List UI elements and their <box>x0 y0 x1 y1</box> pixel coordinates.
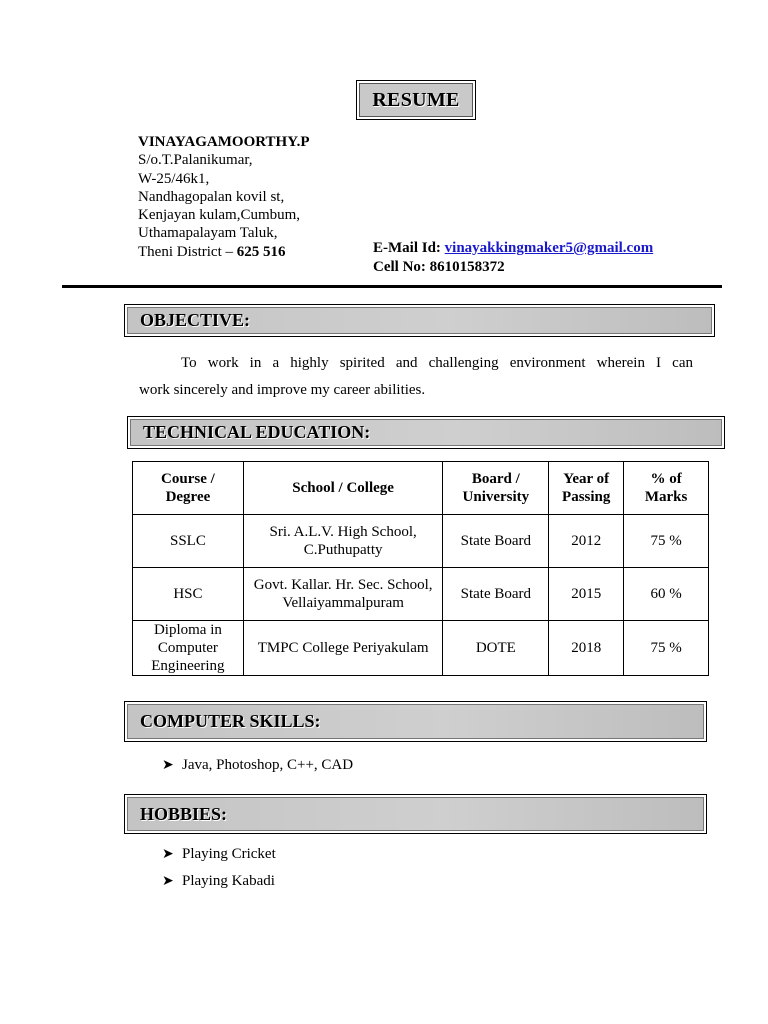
column-header: Course / Degree <box>133 462 244 515</box>
column-header: % of Marks <box>624 462 709 515</box>
marks-cell: 75 % <box>624 515 709 568</box>
table-header-row <box>133 462 709 515</box>
education-table <box>132 461 709 676</box>
list-item <box>162 752 353 779</box>
year-cell: 2012 <box>549 515 624 568</box>
board-cell: State Board <box>443 568 549 621</box>
school-cell: TMPC College Periyakulam <box>243 621 443 676</box>
resume-title-box <box>356 80 476 120</box>
hobbies-list <box>162 841 276 895</box>
table-row <box>133 621 709 676</box>
cell-number: 8610158372 <box>429 258 505 275</box>
hobbies-heading-bar <box>124 794 707 834</box>
board-cell: State Board <box>443 515 549 568</box>
skills-list <box>162 752 353 779</box>
objective-heading: OBJECTIVE: <box>127 307 712 334</box>
skills-heading-bar <box>124 701 707 742</box>
objective-heading-bar <box>124 304 715 337</box>
cell-line <box>373 258 653 277</box>
hobby-text: Playing Cricket <box>182 846 276 862</box>
email-line <box>373 239 653 258</box>
marks-cell: 60 % <box>624 568 709 621</box>
arrow-bullet-icon: ➤ <box>162 847 174 862</box>
hobby-text: Playing Kabadi <box>182 873 275 889</box>
list-item <box>162 868 276 895</box>
district-line <box>138 243 310 261</box>
education-heading: TECHNICAL EDUCATION: <box>130 419 722 446</box>
school-cell: Sri. A.L.V. High School, C.Puthupatty <box>243 515 443 568</box>
applicant-name: VINAYAGAMOORTHY.P <box>138 134 310 150</box>
address-block <box>138 133 310 261</box>
cell-label: Cell No: <box>373 258 426 275</box>
contact-block <box>373 239 653 276</box>
year-cell: 2018 <box>549 621 624 676</box>
pincode: 625 516 <box>236 243 286 260</box>
resume-title: RESUME <box>359 83 473 117</box>
header-divider <box>62 285 722 288</box>
year-cell: 2015 <box>549 568 624 621</box>
education-heading-bar <box>127 416 725 449</box>
address-line: S/o.T.Palanikumar, <box>138 152 253 169</box>
marks-cell: 75 % <box>624 621 709 676</box>
table-row <box>133 515 709 568</box>
list-item <box>162 841 276 868</box>
address-line: W-25/46k1, <box>138 170 210 187</box>
objective-line: work sincerely and improve my career abilities. <box>139 382 426 398</box>
hobbies-heading: HOBBIES: <box>127 797 704 831</box>
address-line: Kenjayan kulam,Cumbum, <box>138 207 301 224</box>
district-label: Theni District – <box>138 243 233 260</box>
course-cell: Diploma in Computer Engineering <box>133 621 244 676</box>
arrow-bullet-icon: ➤ <box>162 874 174 889</box>
skill-text: Java, Photoshop, C++, CAD <box>182 757 354 773</box>
column-header: School / College <box>243 462 443 515</box>
address-line: Uthamapalayam Taluk, <box>138 225 278 242</box>
email-label: E-Mail Id: <box>373 240 441 256</box>
objective-text <box>139 350 693 404</box>
arrow-bullet-icon: ➤ <box>162 758 174 773</box>
skills-heading: COMPUTER SKILLS: <box>127 704 704 739</box>
course-cell: HSC <box>133 568 244 621</box>
column-header: Board / University <box>443 462 549 515</box>
board-cell: DOTE <box>443 621 549 676</box>
column-header: Year of Passing <box>549 462 624 515</box>
address-line: Nandhagopalan kovil st, <box>138 188 285 205</box>
objective-line: To work in a highly spirited and challenging environment wherein I can <box>181 355 693 371</box>
table-row <box>133 568 709 621</box>
school-cell: Govt. Kallar. Hr. Sec. School, Vellaiyammalpuram <box>243 568 443 621</box>
course-cell: SSLC <box>133 515 244 568</box>
email-link[interactable]: vinayakkingmaker5@gmail.com <box>444 240 654 256</box>
